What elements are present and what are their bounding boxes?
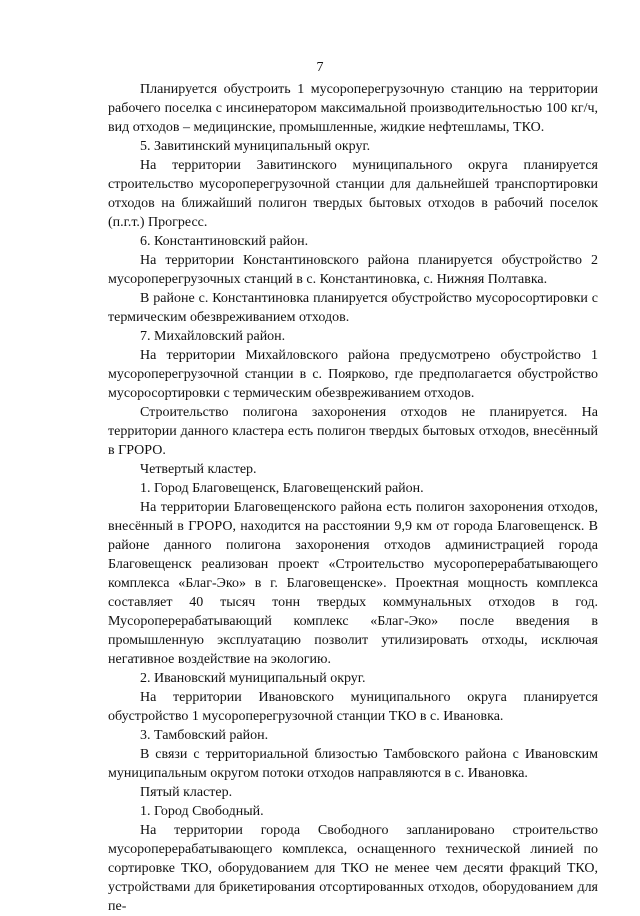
section-heading: 3. Тамбовский район. (140, 728, 269, 743)
section-heading: 1. Город Свободный. (140, 804, 264, 819)
document-body (108, 80, 598, 916)
paragraph: На территории Ивановского муниципального округа планируется обустройство 1 мусороперегрузочной станции ТКО в с. Ивановка. (108, 690, 598, 724)
paragraph: На территории города Свободного запланировано строительство мусороперерабатывающего комплекса, оснащенного технической линией по сортировке ТКО, оборудованием для ТКО не менее чем десяти фракций ТКО, устройствами для брикетирования отсортированных отходов, оборудованием для пе- (108, 823, 598, 914)
paragraph: В районе с. Константиновка планируется обустройство мусоросортировки с термическим обезвреживанием отходов. (108, 291, 598, 325)
page-number: 7 (316, 60, 324, 75)
paragraph: Планируется обустроить 1 мусороперегрузочную станцию на территории рабочего поселка с инсинератором максимальной производительностью 100 кг/ч, вид отходов – медицинские, промышленные, жидкие нефтешламы, ТКО. (108, 82, 598, 135)
paragraph: В связи с территориальной близостью Тамбовского района с Ивановским муниципальным округом потоки отходов направляются в с. Ивановка. (108, 747, 598, 781)
section-heading: 1. Город Благовещенск, Благовещенский район. (140, 481, 424, 496)
cluster-heading: Пятый кластер. (140, 785, 233, 800)
paragraph: На территории Михайловского района предусмотрено обустройство 1 мусороперегрузочной станции в с. Поярково, где предполагается обустройство мусоросортировки с термическим обезвреживанием отходов. (108, 348, 598, 401)
section-heading: 6. Константиновский район. (140, 234, 309, 249)
section-heading: 2. Ивановский муниципальный округ. (140, 671, 366, 686)
paragraph: На территории Завитинского муниципального округа планируется строительство мусороперегрузочной станции для дальнейшей транспортировки отходов на ближайший полигон твердых бытовых отходов в рабочий поселок (п.г.т.) Прогресс. (108, 158, 598, 230)
paragraph: Строительство полигона захоронения отходов не планируется. На территории данного кластера есть полигон твердых бытовых отходов, внесённый в ГРОРО. (108, 405, 598, 458)
paragraph: На территории Константиновского района планируется обустройство 2 мусороперегрузочных станций в с. Константиновка, с. Нижняя Полтавка. (108, 253, 598, 287)
paragraph: На территории Благовещенского района есть полигон захоронения отходов, внесённый в ГРОРО, находится на расстоянии 9,9 км от города Благовещенск. В районе данного полигона захоронения отходов администрацией города Благовещенск реализован проект «Строительство мусороперерабатывающего комплекса «Благ-Эко» в г. Благовещенске». Проектная мощность комплекса составляет 40 тысяч тонн твердых коммунальных отходов в год. Мусороперерабатывающий комплекс «Благ-Эко» после введения в промышленную эксплуатацию позволит утилизировать отходы, исключая негативное воздействие на экологию. (108, 500, 598, 667)
section-heading: 7. Михайловский район. (140, 329, 286, 344)
section-heading: 5. Завитинский муниципальный округ. (140, 139, 371, 154)
cluster-heading: Четвертый кластер. (140, 462, 257, 477)
